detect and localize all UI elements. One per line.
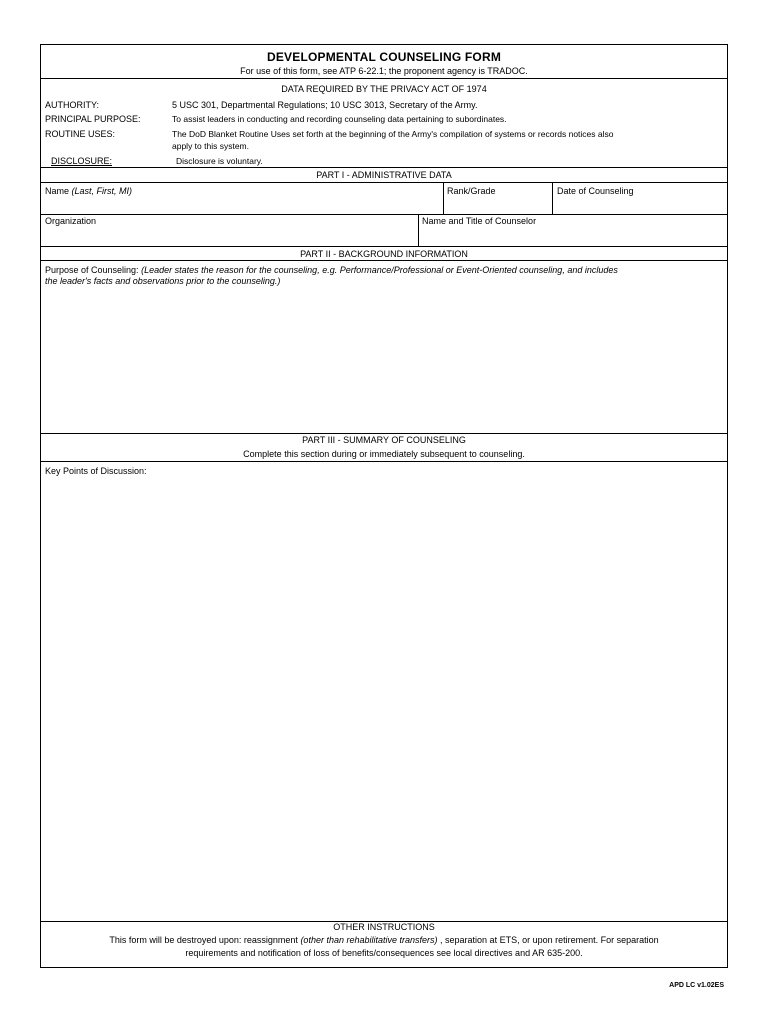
divider (443, 182, 444, 214)
divider (41, 78, 727, 79)
purpose-label: PRINCIPAL PURPOSE: (45, 114, 141, 124)
disclosure-text: Disclosure is voluntary. (176, 156, 263, 166)
rank-grade-field[interactable]: Rank/Grade (447, 186, 496, 196)
other-instructions-header: OTHER INSTRUCTIONS (333, 922, 435, 932)
date-of-counseling-field[interactable]: Date of Counseling (557, 186, 634, 196)
routine-uses-text-2: apply to this system. (172, 141, 250, 151)
key-points-label: Key Points of Discussion: (45, 466, 147, 476)
divider (41, 260, 727, 261)
counseling-form (40, 44, 728, 968)
other-instructions-line-2: requirements and notification of loss of benefits/consequences see local directives and AR 635-200. (185, 948, 583, 958)
purpose-text: To assist leaders in conducting and recording counseling data pertaining to subordinates. (172, 114, 507, 124)
purpose-of-counseling-hint-2: the leader's facts and observations prior to the counseling.) (45, 276, 281, 286)
form-subtitle: For use of this form, see ATP 6-22.1; the proponent agency is TRADOC. (240, 66, 528, 76)
purpose-of-counseling-hint-1: (Leader states the reason for the counseling, e.g. Performance/Professional or Event-Oriented counseling, and includes (141, 265, 618, 275)
part2-header: PART II - BACKGROUND INFORMATION (300, 249, 468, 259)
authority-label: AUTHORITY: (45, 100, 100, 110)
divider (41, 167, 727, 168)
purpose-of-counseling-field[interactable] (45, 265, 723, 433)
other-line1-a: This form will be destroyed upon: reassignment (109, 935, 298, 945)
name-field[interactable] (45, 186, 132, 196)
other-line1-b: (other than rehabilitative transfers) (300, 935, 438, 945)
form-title: DEVELOPMENTAL COUNSELING FORM (266, 50, 502, 64)
privacy-header: DATA REQUIRED BY THE PRIVACY ACT OF 1974 (281, 84, 487, 94)
name-hint: (Last, First, MI) (71, 186, 133, 196)
divider (552, 182, 553, 214)
routine-uses-label: ROUTINE USES: (45, 129, 116, 139)
divider (41, 246, 727, 247)
divider (41, 461, 727, 462)
other-instructions-line-1 (41, 935, 727, 945)
name-label: Name (45, 186, 70, 196)
disclosure-label: DISCLOSURE: (51, 156, 113, 166)
divider (41, 182, 727, 183)
part3-header: PART III - SUMMARY OF COUNSELING (302, 435, 466, 445)
form-version-code: APD LC v1.02ES (669, 982, 724, 989)
authority-text: 5 USC 301, Departmental Regulations; 10 USC 3013, Secretary of the Army. (172, 100, 478, 110)
part1-header: PART I - ADMINISTRATIVE DATA (316, 170, 452, 180)
counselor-field[interactable]: Name and Title of Counselor (422, 216, 537, 226)
part3-subheader: Complete this section during or immediately subsequent to counseling. (243, 449, 525, 459)
routine-uses-text-1: The DoD Blanket Routine Uses set forth at the beginning of the Army's compilation of systems or records notices also (172, 129, 614, 139)
divider (418, 214, 419, 246)
key-points-field[interactable] (45, 466, 723, 916)
divider (41, 214, 727, 215)
divider (41, 433, 727, 434)
other-line1-c: , separation at ETS, or upon retirement. For separation (440, 935, 659, 945)
purpose-of-counseling-label: Purpose of Counseling: (45, 265, 139, 275)
organization-field[interactable]: Organization (45, 216, 97, 226)
